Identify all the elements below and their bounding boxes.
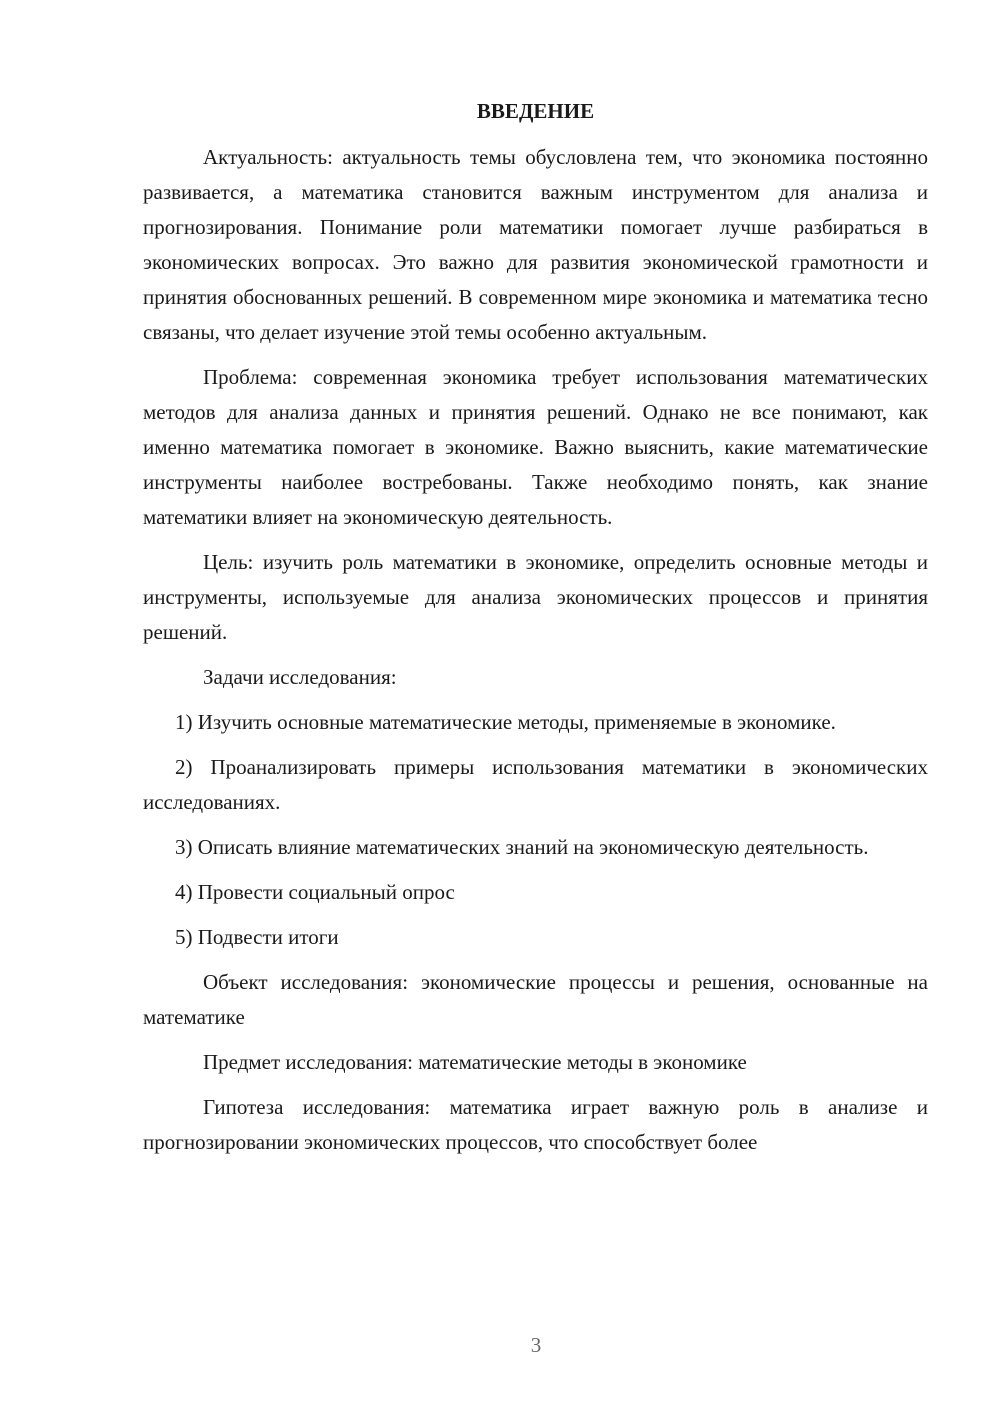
paragraph-relevance: Актуальность: актуальность темы обусловлена тем, что экономика постоянно развивается, а математика становится важным инструментом для анализа и прогнозирования. Понимание роли математики помогает лучше разбираться в экономических вопросах. Это важно для развития экономической грамотности и принятия обоснованных решений. В современном мире экономика и математика тесно связаны, что делает изучение этой темы особенно актуальным. <box>143 145 928 344</box>
paragraph-hypothesis: Гипотеза исследования: математика играет важную роль в анализе и прогнозировании экономических процессов, что способствует более <box>143 1095 928 1154</box>
list-item: 5) Подвести итоги <box>175 925 339 949</box>
paragraph-problem: Проблема: современная экономика требует использования математических методов для анализа данных и принятия решений. Однако не все понимают, как именно математика помогает в экономике. Важно выяснить, какие математические инструменты наиболее востребованы. Также необходимо понять, как знание математики влияет на экономическую деятельность. <box>143 365 928 529</box>
list-item: 1) Изучить основные математические методы, применяемые в экономике. <box>175 710 836 734</box>
tasks-heading: Задачи исследования: <box>203 665 397 689</box>
page-title: ВВЕДЕНИЕ <box>476 99 595 123</box>
list-item: 3) Описать влияние математических знаний на экономическую деятельность. <box>175 835 869 859</box>
list-item: 2) Проанализировать примеры использования математики в экономических исследованиях. <box>143 755 928 814</box>
document-page <box>143 96 928 1170</box>
paragraph-goal: Цель: изучить роль математики в экономике, определить основные методы и инструменты, используемые для анализа экономических процессов и принятия решений. <box>143 550 928 644</box>
list-item: 4) Провести социальный опрос <box>175 880 455 904</box>
paragraph-object: Объект исследования: экономические процессы и решения, основанные на математике <box>143 970 928 1029</box>
paragraph-subject: Предмет исследования: математические методы в экономике <box>203 1050 747 1074</box>
page-number: 3 <box>530 1333 542 1357</box>
